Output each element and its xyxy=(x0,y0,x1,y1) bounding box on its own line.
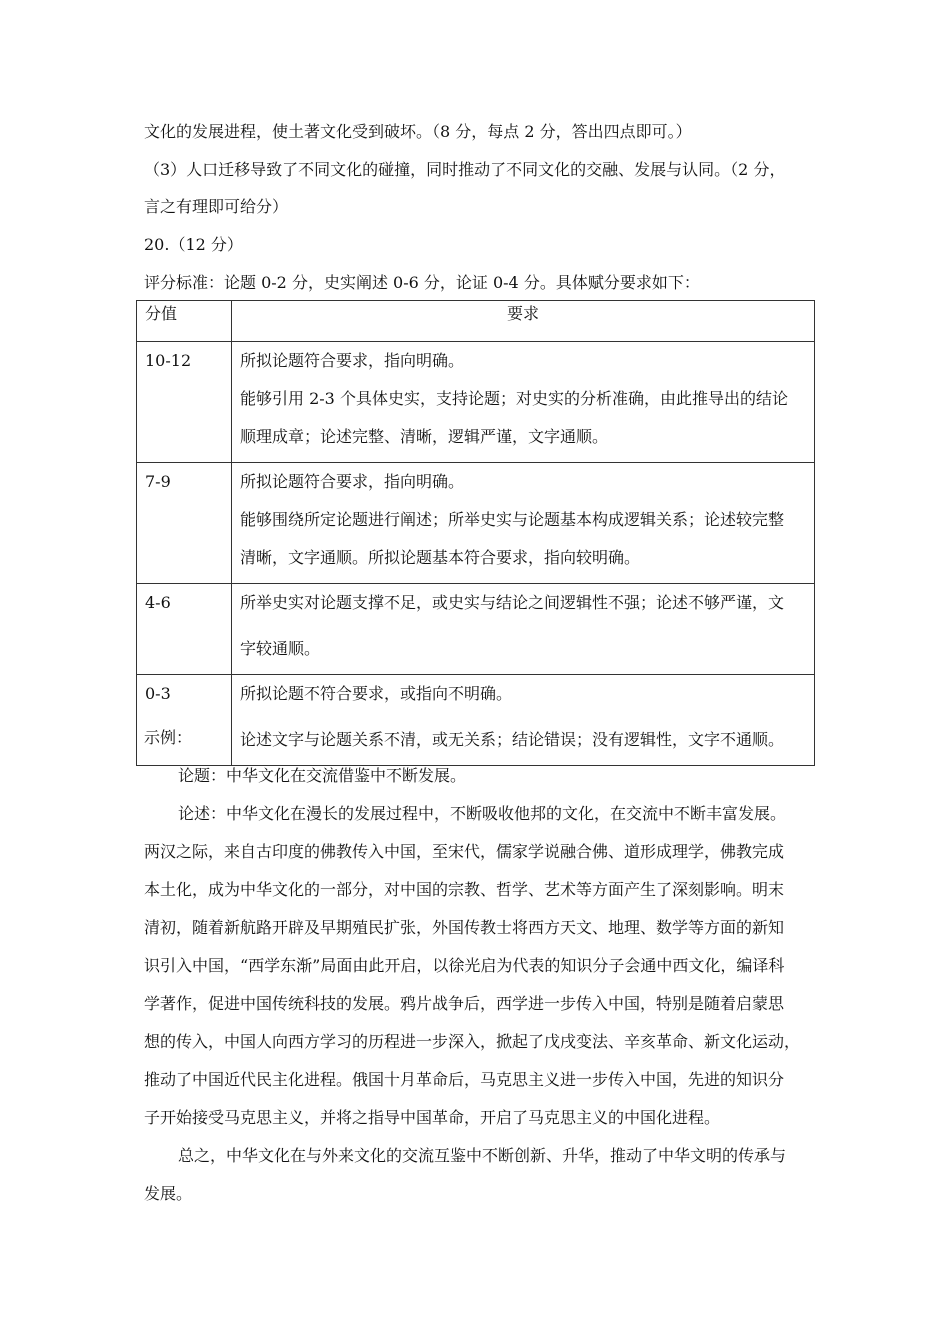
example-body-line: 想的传入，中国人向西方学习的历程进一步深入，掀起了戊戌变法、辛亥革命、新文化运动， xyxy=(144,1032,801,1051)
score-cell: 10-12 xyxy=(145,351,192,370)
requirement-cell xyxy=(232,584,814,674)
requirement-cell xyxy=(232,463,814,583)
example-body-line: 两汉之际，来自古印度的佛教传入中国，至宋代，儒家学说融合佛、道形成理学，佛教完成 xyxy=(144,842,785,861)
example-body-line: 识引入中国，“西学东渐”局面由此开启，以徐光启为代表的知识分子会通中西文化，编译科 xyxy=(144,956,785,975)
header-score: 分值 xyxy=(137,301,232,342)
table-row xyxy=(137,342,815,463)
example-conclusion-line: 总之，中华文化在与外来文化的交流互鉴中不断创新、升华，推动了中华文明的传承与 xyxy=(178,1146,787,1165)
requirement-line: 顺理成章；论述完整、清晰，逻辑严谨，文字通顺。 xyxy=(240,427,609,446)
score-cell: 4-6 xyxy=(145,593,171,612)
score-cell: 0-3 xyxy=(145,684,171,703)
table-row xyxy=(137,463,815,584)
answer-text-line: （3）人口迁移导致了不同文化的碰撞，同时推动了不同文化的交融、发展与认同。（2 分， xyxy=(144,160,786,179)
example-body-line: 论述：中华文化在漫长的发展过程中，不断吸收他邦的文化，在交流中不断丰富发展。 xyxy=(178,804,787,823)
requirement-cell xyxy=(232,342,814,462)
example-body-line: 本土化，成为中华文化的一部分，对中国的宗教、哲学、艺术等方面产生了深刻影响。明末 xyxy=(144,880,785,899)
score-cell: 7-9 xyxy=(145,472,171,491)
requirement-line: 所拟论题符合要求，指向明确。 xyxy=(240,351,465,370)
requirement-line: 论述文字与论题关系不清，或无关系；结论错误；没有逻辑性，文字不通顺。 xyxy=(240,730,785,749)
example-label: 示例： xyxy=(144,728,193,747)
example-topic: 论题：中华文化在交流借鉴中不断发展。 xyxy=(178,766,467,785)
example-body-line: 子开始接受马克思主义，并将之指导中国革命，开启了马克思主义的中国化进程。 xyxy=(144,1108,721,1127)
requirement-cell xyxy=(232,675,814,765)
question-number: 20.（12 分） xyxy=(144,235,243,254)
requirement-line: 清晰，文字通顺。所拟论题基本符合要求，指向较明确。 xyxy=(240,548,641,567)
header-requirement: 要求 xyxy=(232,301,815,342)
answer-text-line: 言之有理即可给分） xyxy=(144,197,289,216)
requirement-line: 能够围绕所定论题进行阐述；所举史实与论题基本构成逻辑关系；论述较完整 xyxy=(240,510,785,529)
table-row xyxy=(137,584,815,675)
example-body-line: 推动了中国近代民主化进程。俄国十月革命后，马克思主义进一步传入中国，先进的知识分 xyxy=(144,1070,785,1089)
table-header-row xyxy=(137,301,815,342)
example-body-line: 清初，随着新航路开辟及早期殖民扩张，外国传教士将西方天文、地理、数学等方面的新知 xyxy=(144,918,785,937)
requirement-line: 能够引用 2-3 个具体史实，支持论题；对史实的分析准确，由此推导出的结论 xyxy=(240,389,788,408)
example-conclusion-line: 发展。 xyxy=(144,1184,193,1203)
table-row xyxy=(137,675,815,766)
requirement-line: 字较通顺。 xyxy=(240,639,321,658)
requirement-line: 所拟论题符合要求，指向明确。 xyxy=(240,472,465,491)
scoring-criteria: 评分标准：论题 0-2 分，史实阐述 0-6 分，论证 0-4 分。具体赋分要求如下： xyxy=(144,273,700,292)
example-body-line: 学著作，促进中国传统科技的发展。鸦片战争后，西学进一步传入中国，特别是随着启蒙思 xyxy=(144,994,785,1013)
requirement-line: 所拟论题不符合要求，或指向不明确。 xyxy=(240,684,513,703)
answer-text-line: 文化的发展进程，使土著文化受到破坏。（8 分，每点 2 分，答出四点即可。） xyxy=(144,122,692,141)
scoring-rubric-table xyxy=(136,300,815,766)
requirement-line: 所举史实对论题支撑不足，或史实与结论之间逻辑性不强；论述不够严谨，文 xyxy=(240,593,785,612)
